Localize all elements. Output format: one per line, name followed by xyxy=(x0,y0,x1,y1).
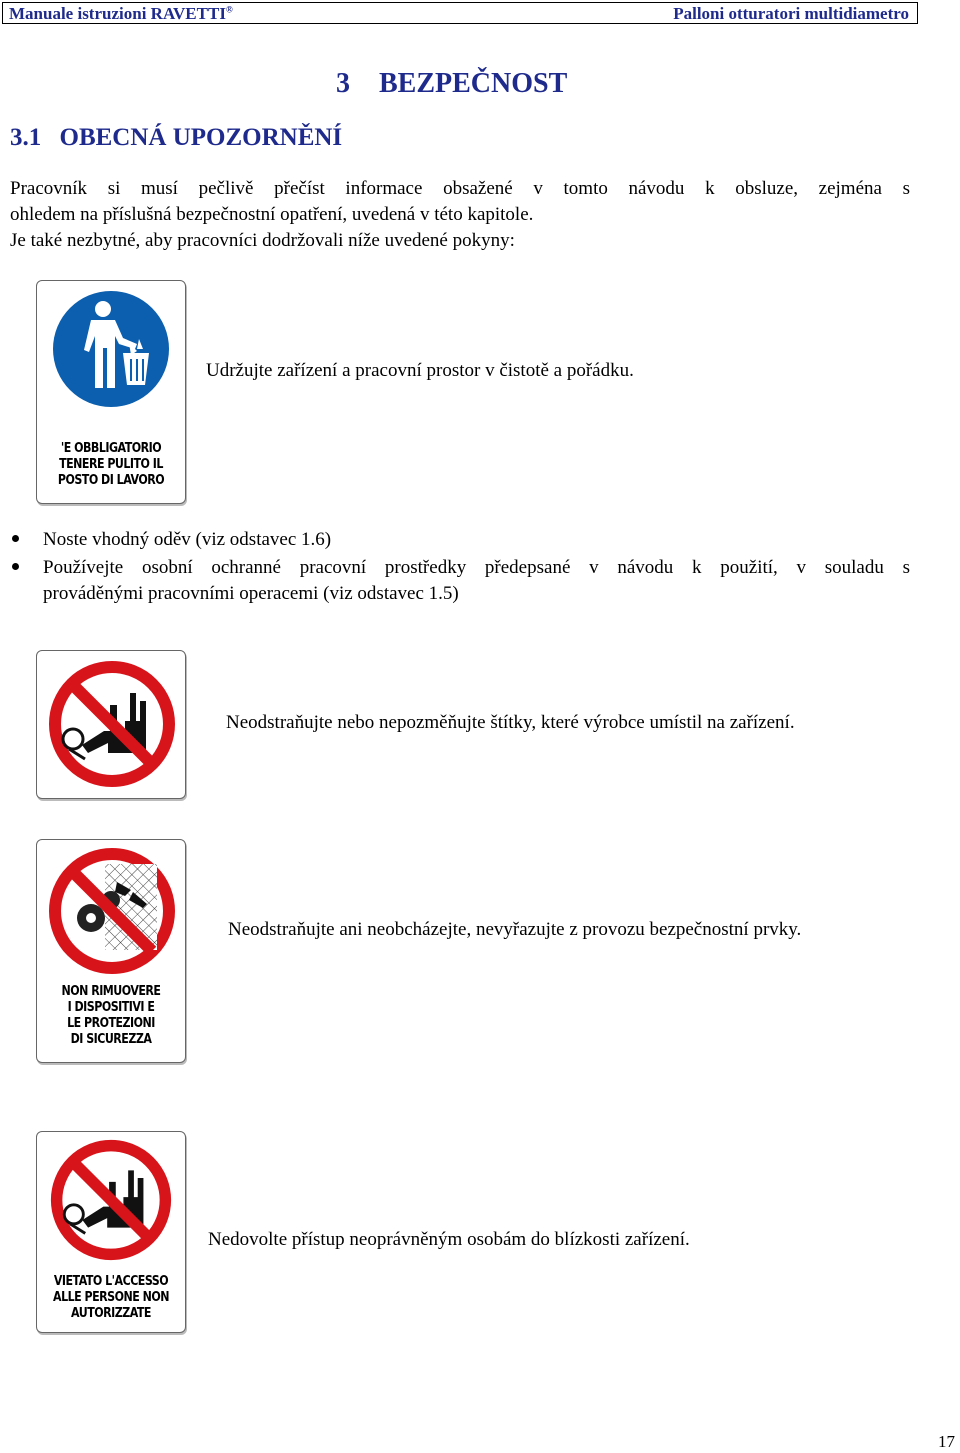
sign-label-keep-clean xyxy=(48,441,174,489)
bullet-dot xyxy=(12,535,19,542)
sign-no-touching xyxy=(36,650,186,799)
sign-label-line: 'E OBBLIGATORIO xyxy=(60,441,162,456)
sign-label-line: I DISPOSITIVI E xyxy=(67,1000,155,1015)
sign-label-line: TENERE PULITO IL xyxy=(59,457,163,472)
caption-no-touching: Neodstraňujte nebo nepozměňujte štítky, které výrobce umístil na zařízení. xyxy=(226,712,795,733)
bullet-item-clothing: Noste vhodný oděv (viz odstavec 1.6) xyxy=(43,529,332,550)
header-product-title: Palloni otturatori multidiametro xyxy=(673,4,909,23)
section-title: OBECNÁ UPOZORNĚNÍ xyxy=(59,124,343,151)
chapter-title: BEZPEČNOST xyxy=(379,68,568,99)
sign-label-line: NON RIMUOVERE xyxy=(61,984,161,999)
sign-label-line: VIETATO L'ACCESSO xyxy=(53,1274,169,1289)
sign-label-line: LE PROTEZIONI xyxy=(67,1016,155,1031)
page-number: 17 xyxy=(938,1432,955,1451)
caption-no-unauthorized-access: Nedovolte přístup neoprávněným osobám do blízkosti zařízení. xyxy=(208,1229,690,1250)
caption-keep-clean: Udržujte zařízení a pracovní prostor v čistotě a pořádku. xyxy=(206,360,634,381)
sign-label-no-removing-guards xyxy=(48,984,174,1048)
no-touching-prohibition-icon xyxy=(47,659,177,789)
header-manual-title: Manuale istruzioni RAVETTI® xyxy=(9,4,233,23)
sign-label-line: AUTORIZZATE xyxy=(71,1306,151,1321)
sign-label-line: POSTO DI LAVORO xyxy=(57,473,165,488)
bullet-item-ppe-line-1: Používejte osobní ochranné pracovní prostředky předepsané v návodu k použití, v souladu s xyxy=(43,557,910,578)
caption-no-removing-guards: Neodstraňujte ani neobcházejte, nevyřazujte z provozu bezpečnostní prvky. xyxy=(228,919,802,940)
bullet-dot xyxy=(12,563,19,570)
sign-no-unauthorized-access xyxy=(36,1131,186,1333)
section-heading xyxy=(10,124,342,152)
chapter-heading xyxy=(336,68,567,100)
sign-label-line: DI SICUREZZA xyxy=(70,1032,152,1047)
sign-no-removing-guards xyxy=(36,839,186,1063)
chapter-number: 3 xyxy=(336,68,350,99)
sign-label-no-unauthorized-access xyxy=(48,1274,174,1322)
intro-line-3: Je také nezbytné, aby pracovníci dodržovali níže uvedené pokyny: xyxy=(10,230,515,251)
sign-keep-clean xyxy=(36,280,186,504)
no-unauthorized-access-prohibition-icon xyxy=(49,1138,173,1262)
intro-line-2: ohledem na příslušná bezpečnostní opatření, uvedená v této kapitole. xyxy=(10,204,534,225)
no-removing-guards-prohibition-icon xyxy=(47,846,177,976)
waste-bin-mandatory-icon xyxy=(51,289,171,409)
section-number: 3.1 xyxy=(10,124,42,151)
bullet-item-ppe-line-2: prováděnými pracovními operacemi (viz odstavec 1.5) xyxy=(43,583,459,604)
sign-label-line: ALLE PERSONE NON xyxy=(53,1290,169,1305)
intro-line-1: Pracovník si musí pečlivě přečíst informace obsažené v tomto návodu k obsluze, zejména s xyxy=(10,178,910,199)
page-header xyxy=(2,2,918,24)
